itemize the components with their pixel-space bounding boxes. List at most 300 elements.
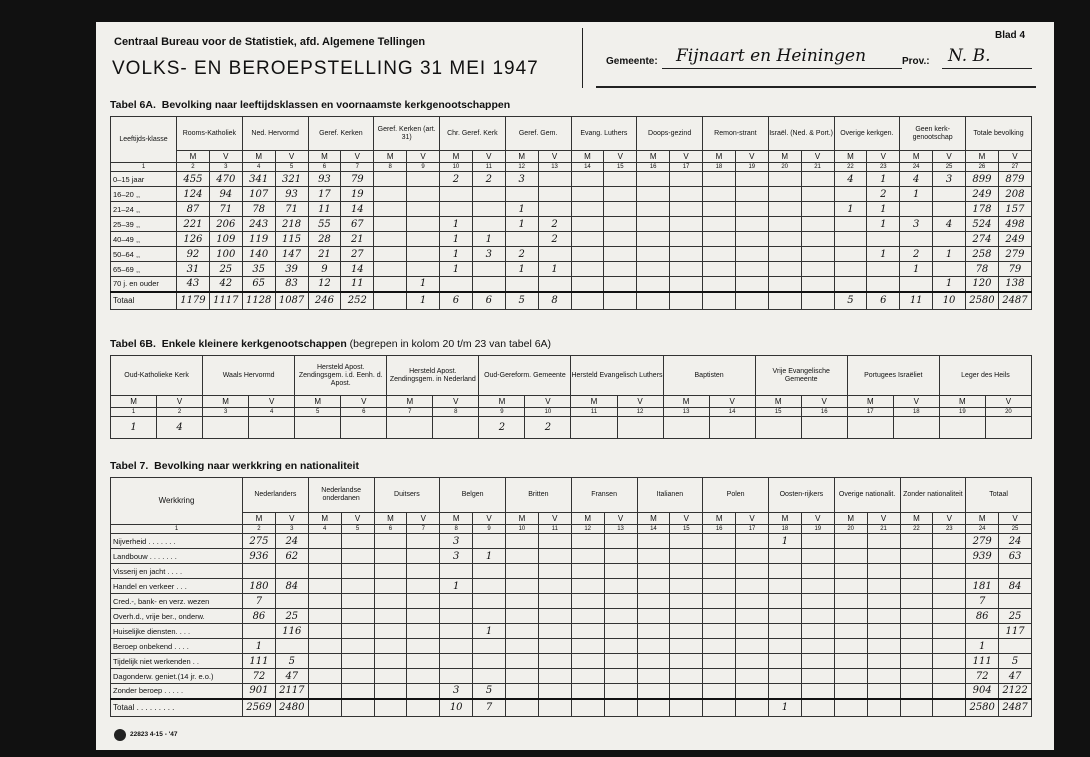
data-cell[interactable]: 28 — [308, 232, 341, 247]
data-cell[interactable]: 10 — [440, 699, 473, 717]
data-cell[interactable] — [571, 639, 604, 654]
data-cell[interactable] — [900, 594, 933, 609]
data-cell[interactable] — [834, 669, 867, 684]
data-cell[interactable] — [341, 609, 374, 624]
data-cell[interactable] — [374, 534, 407, 549]
data-cell[interactable] — [374, 609, 407, 624]
data-cell[interactable] — [703, 172, 736, 187]
data-cell[interactable]: 275 — [243, 534, 276, 549]
data-cell[interactable] — [801, 579, 834, 594]
data-cell[interactable] — [801, 549, 834, 564]
data-cell[interactable] — [670, 594, 703, 609]
data-cell[interactable] — [275, 639, 308, 654]
data-cell[interactable]: 72 — [243, 669, 276, 684]
data-cell[interactable]: 9 — [308, 262, 341, 277]
data-cell[interactable]: 100 — [209, 247, 242, 262]
data-cell[interactable] — [506, 549, 539, 564]
data-cell[interactable]: 206 — [209, 217, 242, 232]
data-cell[interactable] — [604, 202, 637, 217]
data-cell[interactable] — [801, 699, 834, 717]
data-cell[interactable] — [769, 669, 802, 684]
data-cell[interactable] — [769, 549, 802, 564]
data-cell[interactable]: 1 — [900, 187, 933, 202]
data-cell[interactable] — [670, 669, 703, 684]
data-cell[interactable] — [637, 187, 670, 202]
data-cell[interactable]: 1 — [473, 624, 506, 639]
data-cell[interactable]: 1117 — [209, 292, 242, 310]
province-value[interactable]: N. B. — [948, 46, 991, 66]
data-cell[interactable] — [308, 654, 341, 669]
data-cell[interactable] — [933, 579, 966, 594]
data-cell[interactable] — [275, 594, 308, 609]
data-cell[interactable]: 107 — [242, 187, 275, 202]
data-cell[interactable] — [900, 609, 933, 624]
data-cell[interactable] — [900, 579, 933, 594]
data-cell[interactable]: 1179 — [177, 292, 210, 310]
data-cell[interactable]: 42 — [209, 277, 242, 292]
data-cell[interactable]: 2117 — [275, 684, 308, 699]
data-cell[interactable] — [538, 172, 571, 187]
data-cell[interactable]: 111 — [966, 654, 999, 669]
data-cell[interactable] — [341, 639, 374, 654]
data-cell[interactable] — [387, 417, 433, 439]
data-cell[interactable] — [506, 684, 539, 699]
data-cell[interactable] — [703, 292, 736, 310]
data-cell[interactable] — [900, 654, 933, 669]
data-cell[interactable]: 111 — [243, 654, 276, 669]
data-cell[interactable]: 35 — [242, 262, 275, 277]
data-cell[interactable] — [867, 564, 900, 579]
data-cell[interactable]: 341 — [242, 172, 275, 187]
data-cell[interactable] — [736, 549, 769, 564]
data-cell[interactable] — [735, 262, 768, 277]
data-cell[interactable] — [801, 202, 834, 217]
data-cell[interactable]: 2580 — [966, 699, 999, 717]
data-cell[interactable] — [440, 564, 473, 579]
data-cell[interactable] — [407, 639, 440, 654]
data-cell[interactable] — [900, 624, 933, 639]
data-cell[interactable] — [407, 624, 440, 639]
data-cell[interactable]: 87 — [177, 202, 210, 217]
data-cell[interactable] — [637, 277, 670, 292]
data-cell[interactable] — [670, 217, 703, 232]
data-cell[interactable]: 5 — [275, 654, 308, 669]
data-cell[interactable] — [834, 262, 867, 277]
data-cell[interactable]: 43 — [177, 277, 210, 292]
data-cell[interactable]: 249 — [966, 187, 999, 202]
data-cell[interactable]: 1 — [407, 292, 440, 310]
data-cell[interactable] — [893, 417, 939, 439]
data-cell[interactable] — [703, 232, 736, 247]
data-cell[interactable] — [308, 534, 341, 549]
data-cell[interactable] — [407, 232, 440, 247]
data-cell[interactable] — [703, 579, 736, 594]
data-cell[interactable]: 78 — [966, 262, 999, 277]
data-cell[interactable] — [604, 172, 637, 187]
data-cell[interactable]: 72 — [966, 669, 999, 684]
data-cell[interactable] — [703, 534, 736, 549]
data-cell[interactable] — [473, 594, 506, 609]
data-cell[interactable]: 138 — [998, 277, 1031, 292]
data-cell[interactable] — [801, 247, 834, 262]
data-cell[interactable] — [999, 594, 1032, 609]
data-cell[interactable]: 19 — [341, 187, 374, 202]
data-cell[interactable] — [637, 292, 670, 310]
data-cell[interactable] — [308, 564, 341, 579]
data-cell[interactable] — [538, 669, 571, 684]
data-cell[interactable] — [604, 292, 637, 310]
data-cell[interactable] — [768, 277, 801, 292]
data-cell[interactable]: 524 — [966, 217, 999, 232]
data-cell[interactable] — [604, 579, 637, 594]
data-cell[interactable] — [538, 639, 571, 654]
data-cell[interactable]: 39 — [275, 262, 308, 277]
data-cell[interactable] — [374, 202, 407, 217]
data-cell[interactable] — [900, 232, 933, 247]
data-cell[interactable] — [440, 277, 473, 292]
data-cell[interactable] — [867, 534, 900, 549]
data-cell[interactable] — [604, 684, 637, 699]
data-cell[interactable]: 218 — [275, 217, 308, 232]
data-cell[interactable] — [374, 292, 407, 310]
data-cell[interactable]: 1 — [867, 217, 900, 232]
data-cell[interactable] — [538, 247, 571, 262]
data-cell[interactable] — [571, 609, 604, 624]
data-cell[interactable]: 17 — [308, 187, 341, 202]
data-cell[interactable] — [308, 669, 341, 684]
data-cell[interactable]: 2 — [472, 172, 505, 187]
data-cell[interactable] — [604, 232, 637, 247]
data-cell[interactable] — [703, 187, 736, 202]
data-cell[interactable] — [538, 594, 571, 609]
data-cell[interactable] — [506, 594, 539, 609]
data-cell[interactable]: 455 — [177, 172, 210, 187]
data-cell[interactable]: 1 — [440, 247, 473, 262]
data-cell[interactable] — [506, 699, 539, 717]
data-cell[interactable]: 47 — [999, 669, 1032, 684]
data-cell[interactable] — [703, 202, 736, 217]
data-cell[interactable]: 1 — [867, 202, 900, 217]
data-cell[interactable] — [663, 417, 709, 439]
data-cell[interactable] — [999, 639, 1032, 654]
data-cell[interactable] — [867, 232, 900, 247]
data-cell[interactable] — [966, 564, 999, 579]
data-cell[interactable] — [604, 247, 637, 262]
data-cell[interactable] — [867, 262, 900, 277]
data-cell[interactable]: 83 — [275, 277, 308, 292]
data-cell[interactable] — [939, 417, 985, 439]
data-cell[interactable]: 180 — [243, 579, 276, 594]
data-cell[interactable] — [736, 534, 769, 549]
data-cell[interactable] — [341, 534, 374, 549]
data-cell[interactable] — [900, 639, 933, 654]
data-cell[interactable] — [538, 187, 571, 202]
data-cell[interactable] — [933, 202, 966, 217]
data-cell[interactable] — [604, 534, 637, 549]
data-cell[interactable] — [637, 594, 670, 609]
data-cell[interactable] — [275, 564, 308, 579]
data-cell[interactable] — [834, 624, 867, 639]
data-cell[interactable] — [407, 684, 440, 699]
data-cell[interactable] — [933, 262, 966, 277]
data-cell[interactable] — [769, 579, 802, 594]
data-cell[interactable] — [637, 669, 670, 684]
data-cell[interactable] — [506, 639, 539, 654]
data-cell[interactable]: 279 — [998, 247, 1031, 262]
data-cell[interactable] — [670, 292, 703, 310]
data-cell[interactable] — [440, 654, 473, 669]
data-cell[interactable]: 116 — [275, 624, 308, 639]
data-cell[interactable] — [735, 172, 768, 187]
data-cell[interactable] — [801, 187, 834, 202]
data-cell[interactable] — [341, 684, 374, 699]
data-cell[interactable]: 939 — [966, 549, 999, 564]
data-cell[interactable] — [900, 202, 933, 217]
data-cell[interactable] — [295, 417, 341, 439]
data-cell[interactable] — [505, 187, 538, 202]
data-cell[interactable]: 6 — [867, 292, 900, 310]
data-cell[interactable] — [374, 684, 407, 699]
data-cell[interactable] — [769, 654, 802, 669]
data-cell[interactable] — [374, 232, 407, 247]
data-cell[interactable] — [670, 609, 703, 624]
data-cell[interactable] — [374, 579, 407, 594]
data-cell[interactable] — [203, 417, 249, 439]
data-cell[interactable] — [440, 202, 473, 217]
data-cell[interactable] — [670, 187, 703, 202]
data-cell[interactable] — [703, 654, 736, 669]
data-cell[interactable] — [736, 624, 769, 639]
data-cell[interactable]: 4 — [933, 217, 966, 232]
data-cell[interactable]: 63 — [999, 549, 1032, 564]
data-cell[interactable] — [736, 699, 769, 717]
data-cell[interactable]: 7 — [473, 699, 506, 717]
data-cell[interactable] — [472, 262, 505, 277]
data-cell[interactable]: 1 — [505, 217, 538, 232]
data-cell[interactable] — [637, 262, 670, 277]
data-cell[interactable]: 119 — [242, 232, 275, 247]
data-cell[interactable]: 140 — [242, 247, 275, 262]
data-cell[interactable] — [801, 172, 834, 187]
data-cell[interactable]: 7 — [243, 594, 276, 609]
data-cell[interactable] — [341, 654, 374, 669]
data-cell[interactable] — [768, 232, 801, 247]
data-cell[interactable] — [473, 609, 506, 624]
data-cell[interactable] — [735, 217, 768, 232]
data-cell[interactable] — [867, 699, 900, 717]
data-cell[interactable] — [341, 594, 374, 609]
data-cell[interactable] — [440, 639, 473, 654]
data-cell[interactable] — [308, 609, 341, 624]
data-cell[interactable] — [637, 699, 670, 717]
data-cell[interactable]: 2480 — [275, 699, 308, 717]
data-cell[interactable] — [374, 187, 407, 202]
data-cell[interactable] — [670, 699, 703, 717]
data-cell[interactable] — [571, 202, 604, 217]
data-cell[interactable]: 1 — [440, 217, 473, 232]
data-cell[interactable] — [433, 417, 479, 439]
data-cell[interactable] — [407, 699, 440, 717]
data-cell[interactable] — [933, 699, 966, 717]
data-cell[interactable]: 79 — [341, 172, 374, 187]
data-cell[interactable] — [637, 654, 670, 669]
data-cell[interactable] — [341, 624, 374, 639]
data-cell[interactable] — [374, 277, 407, 292]
data-cell[interactable]: 93 — [308, 172, 341, 187]
data-cell[interactable] — [472, 217, 505, 232]
data-cell[interactable] — [735, 277, 768, 292]
data-cell[interactable] — [933, 187, 966, 202]
data-cell[interactable]: 86 — [243, 609, 276, 624]
data-cell[interactable] — [604, 217, 637, 232]
data-cell[interactable]: 252 — [341, 292, 374, 310]
data-cell[interactable] — [933, 594, 966, 609]
data-cell[interactable] — [768, 187, 801, 202]
data-cell[interactable] — [736, 639, 769, 654]
data-cell[interactable] — [735, 232, 768, 247]
data-cell[interactable] — [736, 609, 769, 624]
data-cell[interactable] — [538, 699, 571, 717]
data-cell[interactable]: 470 — [209, 172, 242, 187]
data-cell[interactable] — [847, 417, 893, 439]
data-cell[interactable] — [341, 699, 374, 717]
data-cell[interactable] — [933, 669, 966, 684]
data-cell[interactable]: 147 — [275, 247, 308, 262]
data-cell[interactable]: 321 — [275, 172, 308, 187]
data-cell[interactable]: 2 — [525, 417, 571, 439]
data-cell[interactable] — [571, 187, 604, 202]
data-cell[interactable] — [407, 579, 440, 594]
data-cell[interactable] — [506, 669, 539, 684]
data-cell[interactable]: 2 — [440, 172, 473, 187]
data-cell[interactable] — [834, 699, 867, 717]
data-cell[interactable] — [407, 609, 440, 624]
data-cell[interactable]: 1 — [473, 549, 506, 564]
data-cell[interactable] — [571, 292, 604, 310]
data-cell[interactable] — [867, 579, 900, 594]
data-cell[interactable] — [735, 247, 768, 262]
data-cell[interactable] — [834, 684, 867, 699]
data-cell[interactable]: 1 — [243, 639, 276, 654]
data-cell[interactable]: 221 — [177, 217, 210, 232]
data-cell[interactable] — [703, 594, 736, 609]
data-cell[interactable] — [538, 534, 571, 549]
data-cell[interactable] — [571, 534, 604, 549]
data-cell[interactable] — [506, 624, 539, 639]
data-cell[interactable] — [374, 172, 407, 187]
data-cell[interactable] — [440, 187, 473, 202]
data-cell[interactable] — [571, 247, 604, 262]
data-cell[interactable]: 1 — [966, 639, 999, 654]
data-cell[interactable]: 2 — [900, 247, 933, 262]
data-cell[interactable] — [933, 684, 966, 699]
data-cell[interactable] — [440, 669, 473, 684]
data-cell[interactable]: 3 — [440, 549, 473, 564]
data-cell[interactable]: 1 — [440, 232, 473, 247]
data-cell[interactable] — [374, 594, 407, 609]
data-cell[interactable] — [440, 624, 473, 639]
data-cell[interactable]: 1087 — [275, 292, 308, 310]
data-cell[interactable] — [506, 654, 539, 669]
data-cell[interactable] — [571, 624, 604, 639]
data-cell[interactable]: 124 — [177, 187, 210, 202]
data-cell[interactable] — [571, 579, 604, 594]
data-cell[interactable] — [900, 684, 933, 699]
data-cell[interactable]: 1 — [407, 277, 440, 292]
data-cell[interactable] — [801, 594, 834, 609]
data-cell[interactable]: 86 — [966, 609, 999, 624]
data-cell[interactable]: 901 — [243, 684, 276, 699]
data-cell[interactable] — [637, 202, 670, 217]
data-cell[interactable] — [985, 417, 1031, 439]
data-cell[interactable] — [801, 277, 834, 292]
data-cell[interactable]: 117 — [999, 624, 1032, 639]
data-cell[interactable] — [769, 564, 802, 579]
data-cell[interactable] — [407, 202, 440, 217]
data-cell[interactable] — [933, 564, 966, 579]
data-cell[interactable] — [604, 609, 637, 624]
data-cell[interactable] — [506, 609, 539, 624]
data-cell[interactable] — [571, 594, 604, 609]
data-cell[interactable] — [407, 669, 440, 684]
data-cell[interactable]: 25 — [209, 262, 242, 277]
data-cell[interactable]: 62 — [275, 549, 308, 564]
data-cell[interactable] — [538, 654, 571, 669]
data-cell[interactable] — [472, 187, 505, 202]
data-cell[interactable] — [407, 654, 440, 669]
data-cell[interactable] — [834, 277, 867, 292]
data-cell[interactable]: 24 — [275, 534, 308, 549]
data-cell[interactable] — [703, 639, 736, 654]
data-cell[interactable] — [703, 217, 736, 232]
data-cell[interactable]: 11 — [900, 292, 933, 310]
data-cell[interactable] — [604, 549, 637, 564]
data-cell[interactable]: 178 — [966, 202, 999, 217]
data-cell[interactable] — [670, 277, 703, 292]
data-cell[interactable] — [670, 639, 703, 654]
data-cell[interactable] — [867, 669, 900, 684]
data-cell[interactable]: 1 — [505, 202, 538, 217]
data-cell[interactable]: 3 — [440, 534, 473, 549]
data-cell[interactable]: 3 — [505, 172, 538, 187]
data-cell[interactable] — [736, 564, 769, 579]
data-cell[interactable] — [834, 187, 867, 202]
data-cell[interactable] — [538, 202, 571, 217]
data-cell[interactable] — [473, 654, 506, 669]
data-cell[interactable]: 1 — [505, 262, 538, 277]
gemeente-value[interactable]: Fijnaart en Heiningen — [676, 46, 867, 66]
data-cell[interactable]: 21 — [308, 247, 341, 262]
data-cell[interactable] — [341, 564, 374, 579]
data-cell[interactable]: 10 — [933, 292, 966, 310]
data-cell[interactable] — [637, 579, 670, 594]
data-cell[interactable] — [440, 609, 473, 624]
data-cell[interactable] — [374, 699, 407, 717]
data-cell[interactable]: 2569 — [243, 699, 276, 717]
data-cell[interactable] — [571, 549, 604, 564]
data-cell[interactable]: 25 — [999, 609, 1032, 624]
data-cell[interactable] — [571, 417, 617, 439]
data-cell[interactable]: 1 — [472, 232, 505, 247]
data-cell[interactable]: 1128 — [242, 292, 275, 310]
data-cell[interactable]: 71 — [209, 202, 242, 217]
data-cell[interactable]: 2 — [479, 417, 525, 439]
data-cell[interactable]: 47 — [275, 669, 308, 684]
data-cell[interactable] — [801, 609, 834, 624]
data-cell[interactable] — [670, 262, 703, 277]
data-cell[interactable]: 11 — [341, 277, 374, 292]
data-cell[interactable]: 5 — [999, 654, 1032, 669]
